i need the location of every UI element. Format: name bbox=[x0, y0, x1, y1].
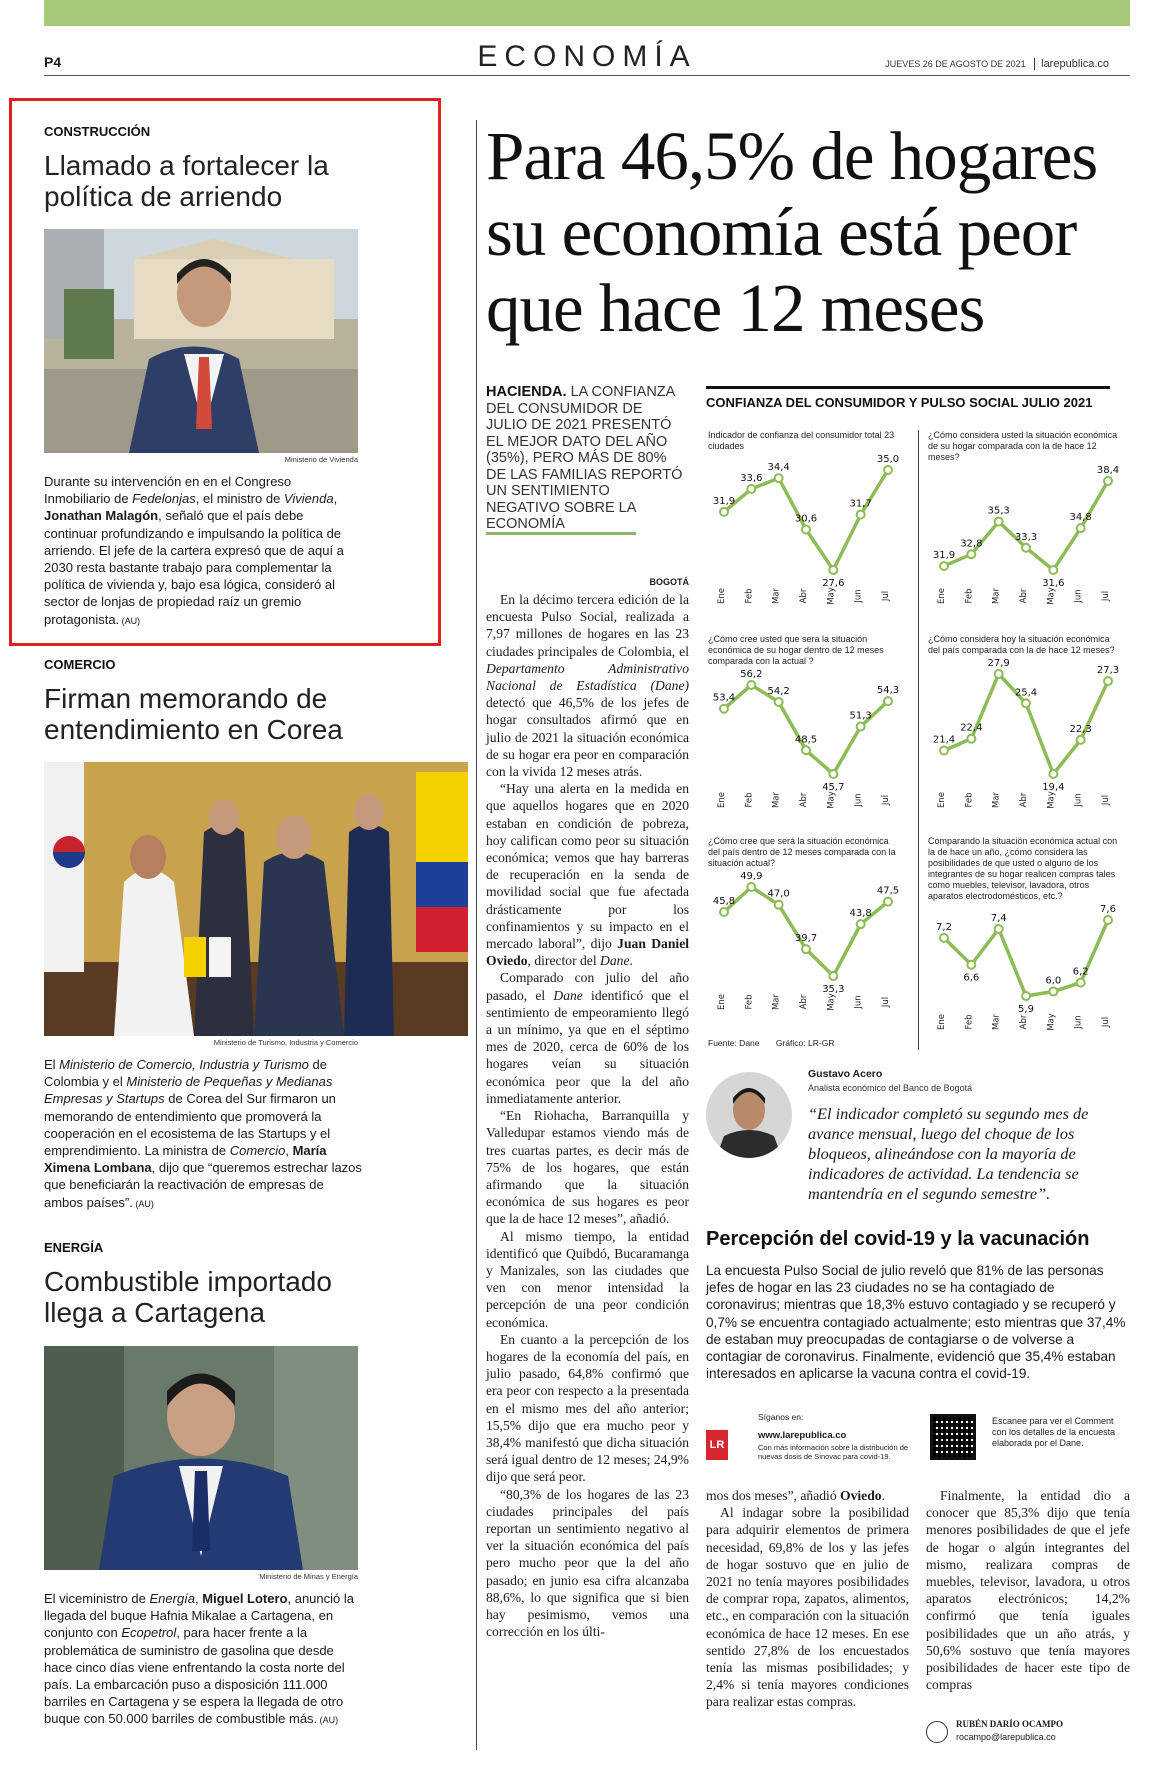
chart-6-point bbox=[940, 934, 948, 942]
promo-url-desc: Con más información sobre la distribución de nuevas dosis de Sinovac para covid-19. bbox=[758, 1443, 909, 1461]
column-divider bbox=[476, 120, 477, 1750]
chart-1-data-label: 27,6 bbox=[822, 578, 845, 589]
chart-3-tick-label: Jul bbox=[881, 794, 891, 806]
chart-5-point bbox=[775, 901, 783, 909]
chart-5-point bbox=[884, 898, 892, 906]
chart-6-point bbox=[1022, 992, 1030, 1000]
chart-2-point bbox=[995, 518, 1003, 526]
chart-5-tick-label: Jun bbox=[853, 995, 864, 1009]
chart-3-data-label: 53,4 bbox=[712, 692, 736, 704]
chart-1-title: Indicador de confianza del consumidor total 23 ciudades bbox=[708, 430, 895, 451]
chart-5-tick-label: May bbox=[826, 993, 837, 1011]
chart-3-data-label: 56,2 bbox=[740, 669, 763, 680]
chart-1-data-label: 30,6 bbox=[794, 513, 818, 525]
chart-5-point bbox=[747, 883, 755, 891]
masthead-rule bbox=[44, 75, 1130, 76]
chart-4-point bbox=[967, 735, 975, 743]
chart-4-tick-label: Abr bbox=[1019, 792, 1029, 808]
chart-4-tick-label: Feb bbox=[964, 792, 975, 808]
chart-footer bbox=[708, 1038, 834, 1048]
chart-5-title: ¿Cómo cree que será la situación económica del país dentro de 12 meses comparada con la situación actual? bbox=[708, 836, 896, 868]
chart-3-data-label: 54,3 bbox=[876, 685, 900, 697]
chart-2-data-label: 31,9 bbox=[932, 550, 956, 562]
chart-6-data-label: 5,9 bbox=[1018, 1004, 1034, 1015]
chart-6-tick-label: Ene bbox=[937, 1014, 947, 1030]
chart-4-tick-label: May bbox=[1046, 791, 1057, 809]
story1-headline[interactable]: Llamado a fortalecer la política de arriendo bbox=[44, 150, 329, 212]
deck-rule bbox=[486, 532, 636, 535]
chart-6-tick-label: Jul bbox=[1101, 1016, 1111, 1028]
chart-3-tick-label: Jun bbox=[853, 793, 864, 807]
chart-1-tick-label: Mar bbox=[771, 587, 782, 605]
main-deck: HACIENDA. LA CONFIANZA DEL CONSUMIDOR DE JULIO DE 2021 PRESENTÓ EL MEJOR DATO DEL AÑO (35%), PERO MÁS DE 80% DE LAS FAMILIAS REPORTÓ UN SENTIMIENTO NEGATIVO SOBRE LA ECONOMÍA bbox=[486, 384, 683, 532]
chart-1-data-label: 33,6 bbox=[740, 472, 763, 484]
chart-4-tick-label: Ene bbox=[937, 792, 947, 808]
quote-name: Gustavo Acero bbox=[808, 1068, 883, 1080]
covid-title: Percepción del covid-19 y la vacunación bbox=[706, 1228, 1090, 1250]
chart-3-data-label: 54,2 bbox=[767, 685, 790, 697]
chart-4-data-label: 27,9 bbox=[987, 658, 1010, 669]
dateline-city: BOGOTÁ bbox=[649, 577, 689, 587]
chart-6-data-label: 7,4 bbox=[990, 912, 1007, 924]
chart-6-tick-label: Jun bbox=[1073, 1015, 1084, 1029]
chart-2-tick-label: Ene bbox=[937, 588, 947, 604]
chart-1-point bbox=[802, 525, 810, 533]
chart-2-tick-label: Abr bbox=[1019, 588, 1029, 604]
chart-5 bbox=[708, 836, 908, 1026]
chart-4-data-label: 19,4 bbox=[1042, 782, 1065, 793]
issue-date: JUEVES 26 DE AGOSTO DE 2021 bbox=[885, 59, 1026, 69]
main-body-col3: Finalmente, la entidad dio a conocer que 85,3% dijo que tenía menores posibilidades de que el jefe de hogar o algún integrantes del mismo, realizara compras de muebles, televisor, lavadora, u otros aparatos electrónicos; 14,2% confirmó que tenía iguales posibilidades que un año atrás, y 50,6% sostuvo que tenía mayores posibilidades de hacer este tipo de compras bbox=[926, 1488, 1130, 1693]
chart-graphic: Gráfico: LR-GR bbox=[775, 1038, 835, 1048]
chart-6-tick-label: Abr bbox=[1019, 1014, 1029, 1030]
story2-body: El Ministerio de Comercio, Industria y Turismo de Colombia y el Ministerio de Pequeñas y Medianas Empresas y Startups de Corea del Sur firmaron un memorando de entendimiento que promoverá la cooperación en el ecosistema de las Startups y el emprendimiento. La ministra de Comercio, María Ximena Lombana, dijo que “queremos estrechar lazos que beneficiarán la reactivación de empresas de ambos países”. (AU) bbox=[44, 1057, 362, 1210]
chart-source: Fuente: Dane bbox=[708, 1038, 760, 1048]
chart-5-point bbox=[720, 908, 728, 916]
chart-5-tick-label: Abr bbox=[799, 994, 809, 1010]
chart-6-data-label: 6,2 bbox=[1072, 966, 1089, 978]
chart-3-title: ¿Cómo cree usted que sera la situación económica de su hogar dentro de 12 meses comparada con la actual ? bbox=[708, 634, 884, 666]
chart-5-tick-label: Feb bbox=[744, 994, 755, 1010]
chart-1-point bbox=[857, 511, 865, 519]
story1-body: Durante su intervención en en el Congreso Inmobiliario de Fedelonjas, el ministro de Vivienda, Jonathan Malagón, señaló que el país debe continuar profundizando e impulsando la política de arriendo. El jefe de la cartera expresó que de aquí a 2030 resta bastante trabajo para complementar la política de vivienda y, bajo esa lógica, consideró al sector de lonjas de propiedad raíz un gremio protagonista. (AU) bbox=[44, 474, 344, 627]
chart-2-data-label: 38,4 bbox=[1096, 465, 1120, 476]
chart-5-point bbox=[857, 920, 865, 928]
dateline bbox=[885, 58, 1109, 70]
chart-2-data-label: 35,3 bbox=[987, 505, 1010, 517]
story1-photo-credit: Ministerio de Vivienda bbox=[284, 455, 358, 464]
chart-4-data-label: 25,4 bbox=[1014, 687, 1038, 699]
chart-4-tick-label: Mar bbox=[991, 791, 1002, 809]
chart-3-tick-label: Abr bbox=[799, 792, 809, 808]
chart-1-data-label: 34,4 bbox=[767, 462, 790, 474]
chart-2-data-label: 31,6 bbox=[1042, 578, 1065, 589]
quote-role: Analista económico del Banco de Bogotá bbox=[808, 1083, 973, 1093]
promo-follow-label: Síganos en: bbox=[758, 1412, 804, 1422]
chart-3-point bbox=[747, 681, 755, 689]
chart-4-point bbox=[1049, 770, 1057, 778]
chart-6-tick-label: Feb bbox=[964, 1014, 975, 1030]
chart-2-data-label: 34,8 bbox=[1069, 512, 1092, 524]
chart-5-tick-label: Ene bbox=[717, 994, 727, 1010]
chart-1-tick-label: Jul bbox=[881, 590, 891, 602]
chart-6-data-label: 7,6 bbox=[1100, 904, 1116, 915]
chart-3-point bbox=[884, 697, 892, 705]
story3-photo bbox=[44, 1346, 358, 1570]
chart-5-data-label: 49,9 bbox=[740, 871, 763, 882]
chart-top-rule bbox=[706, 386, 1110, 389]
chart-3-point bbox=[775, 698, 783, 706]
chart-2-tick-label: Mar bbox=[991, 587, 1002, 605]
top-color-bar bbox=[44, 0, 1130, 26]
chart-5-point bbox=[802, 945, 810, 953]
chart-5-data-label: 43,8 bbox=[849, 908, 872, 920]
chart-1-tick-label: May bbox=[826, 587, 837, 605]
story3-body: El viceministro de Energía, Miguel Lotero, anunció la llegada del buque Hafnia Mikalae a Cartagena, en conjunto con Ecopetrol, para hacer frente a la problemática de suministro de gasolina que desde hace cinco días viene enfrentando la costa norte del país. La embarcación puso a disposición 111.000 barriles en Cartagena y se espera la llegada de otro buque con 50.000 barriles de combustible más. (AU) bbox=[44, 1591, 354, 1727]
quote-avatar bbox=[706, 1072, 792, 1158]
chart-4-point bbox=[995, 670, 1003, 678]
chart-4 bbox=[928, 634, 1128, 824]
chart-4-data-label: 21,4 bbox=[932, 734, 956, 746]
chart-1-point bbox=[829, 566, 837, 574]
chart-3-point bbox=[829, 770, 837, 778]
chart-5-data-label: 35,3 bbox=[822, 984, 845, 995]
chart-1 bbox=[708, 430, 908, 620]
chart-2-point bbox=[940, 562, 948, 570]
chart-1-point bbox=[775, 474, 783, 482]
chart-4-tick-label: Jul bbox=[1101, 794, 1111, 806]
author-name: RUBÉN DARÍO OCAMPO bbox=[956, 1719, 1063, 1729]
chart-4-point bbox=[1022, 699, 1030, 707]
chart-5-tick-label: Mar bbox=[771, 993, 782, 1011]
chart-2-point bbox=[1049, 566, 1057, 574]
chart-1-tick-label: Jun bbox=[853, 589, 864, 603]
chart-4-point bbox=[940, 746, 948, 754]
story3-photo-credit: Ministerio de Minas y Energía bbox=[259, 1572, 358, 1581]
main-body-col1: En la décimo tercera edición de la encuesta Pulso Social, realizada a 7,97 millones de hogares en las 23 ciudades principales de Colombia, el Departamento Administrativo Nacional de Estadística (Dane) detectó que 46,5% de los jefes de hogar consultados afirmó que en julio de 2021 la situación económica de su hogar era peor en comparación con la vivida 12 meses atrás. “Hay una alerta en la medida en que aquellos hogares que en 2020 estaban en condición de pobreza, hoy califican como peor su situación económica; vemos que hay barreras de recuperación en la senda de movilidad social que fue afectada drásticamente por los confinamientos y su impacto en el mercado laboral”, dijo Juan Daniel Oviedo, director del Dane. Comparado con julio del año pasado, el Dane identificó que el sentimiento de empeoramiento llegó a un mínimo, ya que en el séptimo mes de 2020, cerca de 60% de los hogares veían su situación económica peor que la del año inmediatamente anterior. “En Riohacha, Barranquilla y Valledupar estamos viendo más de tres cuartas partes, es decir más de 75% de los hogares, que están afirmando que la situación económica de sus hogares es peor que la de hace 12 meses”, añadió. Al mismo tiempo, la entidad identificó que Quibdó, Bucaramanga y Manizales, son las ciudades que ven con menor intensidad la percepción de una peor condición económica. En cuanto a la percepción de los hogares de la economía del país, en julio pasado, 64,8% confirmó que era peor con respecto a la presentada en el mismo mes del año anterior; 15,5% dijo que era mucho peor y 38,4% manifestó que dicha situación será igual dentro de 12 meses; 24,9% dijo que será peor. “80,3% de los hogares de las 23 ciudades principales del país reportan un sentimiento negativo al ver la situación económica del país pero mucho peor que la del año pasado; en junio esa cifra alcanzaba 88,6%, lo que significa que si bien hay pesimismo, vemos una corrección en los últi- bbox=[486, 592, 689, 1640]
chart-4-point bbox=[1104, 677, 1112, 685]
chart-2-title: ¿Cómo considera usted la situación económica de su hogar comparada con la de hace 12 meses? bbox=[928, 430, 1118, 462]
chart-3-tick-label: May bbox=[826, 791, 837, 809]
chart-5-data-label: 47,5 bbox=[876, 885, 900, 897]
chart-panel-title: CONFIANZA DEL CONSUMIDOR Y PULSO SOCIAL JULIO 2021 bbox=[706, 395, 1093, 410]
chart-6-tick-label: Mar bbox=[991, 1013, 1002, 1031]
promo-url[interactable]: www.larepublica.co bbox=[758, 1430, 847, 1441]
chart-4-tick-label: Jun bbox=[1073, 793, 1084, 807]
covid-text: La encuesta Pulso Social de julio reveló que 81% de las personas jefes de hogar en las 23 ciudades no se ha contagiado de coronavirus; mientras que 18,3% estuvo contagiado y se recuperó y 0,7% se encuentra contagiado actualmente; esto mientras que 37,4% de estaban muy preocupadas de contagiarse o de volverse a contagiar de coronavirus. Finalmente, evidenció que 35,4% estaban interesados en aplicarse la vacuna contra el covid-19. bbox=[706, 1263, 1126, 1382]
chart-2-data-label: 32,8 bbox=[960, 538, 983, 550]
chart-3 bbox=[708, 634, 908, 824]
chart-6-tick-label: May bbox=[1046, 1013, 1057, 1031]
chart-3-tick-label: Ene bbox=[717, 792, 727, 808]
story3-headline[interactable]: Combustible importado llega a Cartagena bbox=[44, 1266, 332, 1328]
story3-kicker: ENERGÍA bbox=[44, 1240, 104, 1255]
chart-5-point bbox=[829, 972, 837, 980]
lr-logo-icon: LR bbox=[706, 1430, 728, 1460]
author-icon bbox=[926, 1721, 948, 1743]
chart-6-title: Comparando la situación económica actual con la de hace un año, ¿cómo considera las posibilidades de que usted o alguno de los integrantes de su hogar realicen compras tales como muebles, televisor, lavadora, otros aparatos electrodomésticos, etc.? bbox=[928, 836, 1118, 901]
chart-1-point bbox=[884, 466, 892, 474]
chart-2-point bbox=[1077, 524, 1085, 532]
chart-5-data-label: 47,0 bbox=[767, 888, 790, 900]
chart-6-data-label: 7,2 bbox=[936, 921, 952, 933]
chart-1-tick-label: Abr bbox=[799, 588, 809, 604]
story2-kicker: COMERCIO bbox=[44, 657, 116, 672]
chart-2-tick-label: Jun bbox=[1073, 589, 1084, 603]
chart-3-data-label: 51,3 bbox=[849, 710, 872, 722]
chart-1-tick-label: Feb bbox=[744, 588, 755, 604]
chart-2 bbox=[928, 430, 1128, 620]
chart-2-data-label: 33,3 bbox=[1014, 531, 1038, 543]
author-email[interactable]: rocampo@larepublica.co bbox=[956, 1732, 1056, 1742]
main-body-col2: mos dos meses”, añadió Oviedo. Al indagar sobre la posibilidad para adquirir elementos de primera necesidad, 69,8% de los y las jefes de hogar sostuvo que en julio de 2021 no tenía mayores posibilidades de comprar ropa, zapatos, alimentos, etc., en comparación con la situación económica de hace 12 meses. En ese sentido 27,8% de los encuestados tenía las mismas posibilidades; y 2,4% si tenía mayores condiciones para realizar estas compras. bbox=[706, 1488, 909, 1710]
chart-1-tick-label: Ene bbox=[717, 588, 727, 604]
story2-photo bbox=[44, 762, 468, 1036]
chart-2-tick-label: Feb bbox=[964, 588, 975, 604]
chart-6-point bbox=[995, 925, 1003, 933]
chart-divider bbox=[918, 430, 919, 1050]
main-headline[interactable]: Para 46,5% de hogares su economía está peor que hace 12 meses bbox=[486, 118, 1098, 346]
chart-2-point bbox=[967, 550, 975, 558]
story1-kicker: CONSTRUCCIÓN bbox=[44, 124, 151, 139]
chart-2-tick-label: Jul bbox=[1101, 590, 1111, 602]
chart-6-data-label: 6,0 bbox=[1045, 975, 1062, 987]
chart-5-data-label: 45,8 bbox=[712, 895, 736, 907]
chart-5-series-line bbox=[724, 887, 888, 976]
chart-6-point bbox=[1077, 979, 1085, 987]
chart-2-point bbox=[1022, 544, 1030, 552]
chart-6-data-label: 6,6 bbox=[963, 972, 980, 984]
story1-photo bbox=[44, 229, 358, 453]
chart-3-tick-label: Mar bbox=[771, 791, 782, 809]
chart-1-data-label: 35,0 bbox=[876, 454, 900, 465]
site-link[interactable]: larepublica.co bbox=[1034, 58, 1109, 70]
section-title: ECONOMÍA bbox=[477, 40, 697, 73]
chart-1-data-label: 31,9 bbox=[712, 495, 736, 507]
qr-code-icon[interactable] bbox=[930, 1414, 976, 1460]
page-number: P4 bbox=[44, 54, 62, 70]
promo-scan-text: Escanee para ver el Comment con los detalles de la encuesta elaborada por el Dane. bbox=[992, 1416, 1116, 1448]
chart-6-point bbox=[967, 961, 975, 969]
chart-2-point bbox=[1104, 477, 1112, 485]
chart-3-point bbox=[720, 705, 728, 713]
chart-3-point bbox=[802, 746, 810, 754]
chart-4-data-label: 22,4 bbox=[960, 722, 983, 734]
chart-1-data-label: 31,7 bbox=[849, 498, 872, 510]
chart-3-tick-label: Feb bbox=[744, 792, 755, 808]
chart-6-point bbox=[1049, 988, 1057, 996]
chart-3-data-label: 48,5 bbox=[794, 734, 818, 746]
chart-1-point bbox=[747, 485, 755, 493]
chart-4-data-label: 22,3 bbox=[1069, 723, 1092, 735]
chart-4-title: ¿Cómo considera hoy la situación económica del país comparada con la de hace 12 meses? bbox=[928, 634, 1115, 655]
chart-6 bbox=[928, 836, 1128, 1031]
chart-5-data-label: 39,7 bbox=[794, 933, 818, 945]
chart-6-point bbox=[1104, 916, 1112, 924]
chart-4-data-label: 27,3 bbox=[1096, 665, 1120, 677]
chart-2-tick-label: May bbox=[1046, 587, 1057, 605]
chart-4-point bbox=[1077, 736, 1085, 744]
chart-3-point bbox=[857, 723, 865, 731]
story2-photo-credit: Ministerio de Turismo, Industria y Comercio bbox=[213, 1038, 358, 1047]
chart-3-data-label: 45,7 bbox=[822, 782, 845, 793]
story2-headline[interactable]: Firman memorando de entendimiento en Corea bbox=[44, 683, 343, 745]
chart-5-tick-label: Jul bbox=[881, 996, 891, 1008]
quote-text: “El indicador completó su segundo mes de avance mensual, luego del choque de los bloqueos, alineándose con la mayoría de indicadores de actividad. La tendencia se mantendría en el segundo semestre”. bbox=[808, 1104, 1089, 1203]
chart-1-point bbox=[720, 508, 728, 516]
